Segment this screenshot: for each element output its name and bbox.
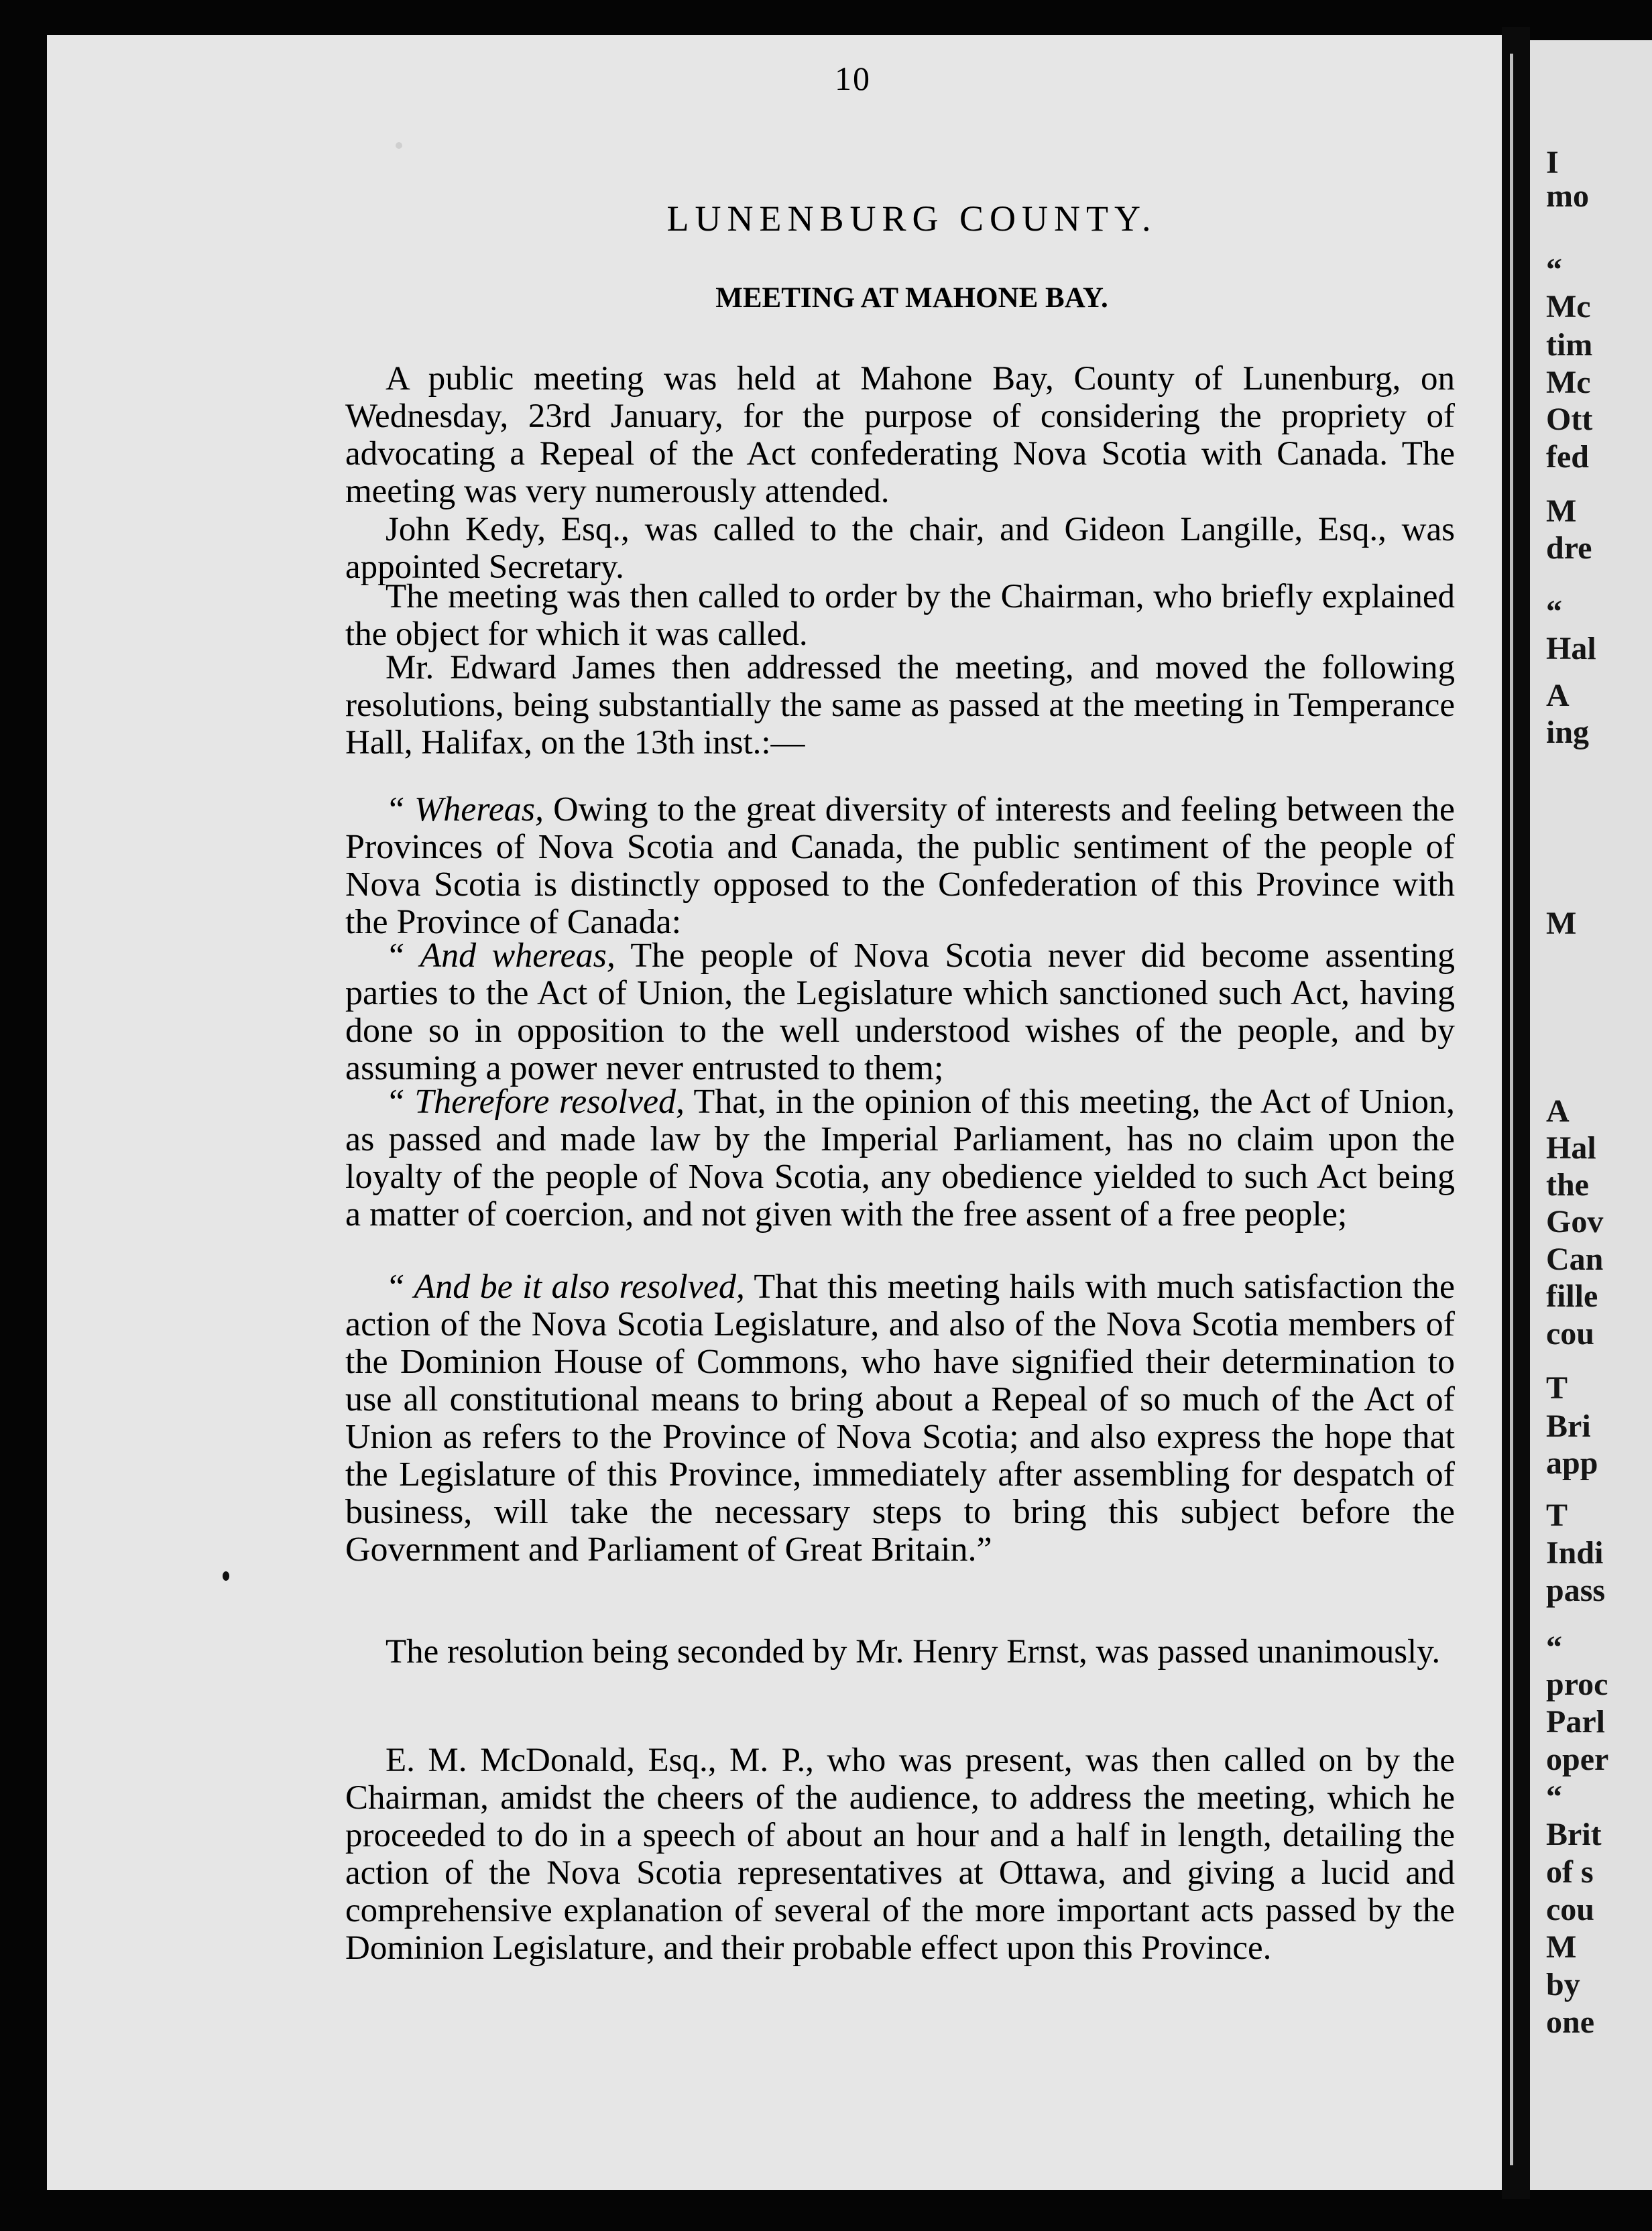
fragment: one <box>1546 2004 1594 2040</box>
fragment: fed <box>1546 439 1589 475</box>
resolution-lead: “ Whereas, <box>386 790 544 829</box>
fragment: Ott <box>1546 402 1593 437</box>
paragraph-text: E. M. McDonald, Esq., M. P., who was present, was then called on by the Chairman, amidst the cheers of the audience, to address the meeting, which he proceeded to do in a speech of about an hour and a half in length, detailing the action of the Nova Scotia representatives at Ottawa, and giving a lucid and comprehensive explanation of several of the more important acts passed by the Dominion Legislature, and their probable effect upon this Province. <box>345 1742 1455 1967</box>
fragment: Bri <box>1546 1408 1591 1444</box>
fragment: Gov <box>1546 1204 1604 1240</box>
paragraph-text: A public meeting was held at Mahone Bay, County of Lunenburg, on Wednesday, 23rd January, for the purpose of considering the propriety of advocating a Repeal of the Act confederating Nova Scotia with Canada. The meeting was very numerously attended. <box>345 360 1455 510</box>
paragraph-text: The meeting was then called to order by the Chairman, who briefly explained the object for which it was called. <box>345 578 1455 653</box>
fragment: tim <box>1546 327 1593 363</box>
fragment: fille <box>1546 1278 1598 1314</box>
paragraph-text: Mr. Edward James then addressed the meeting, and moved the following resolutions, being substantially the same as passed at the meeting in Temperance Hall, Halifax, on the 13th inst.:— <box>345 649 1455 762</box>
fragment: Can <box>1546 1242 1604 1277</box>
county-title: LUNENBURG COUNTY. <box>666 198 1157 239</box>
paragraph-text: John Kedy, Esq., was called to the chair, and Gideon Langille, Esq., was appointed Secretary. <box>345 511 1455 586</box>
show-through-text <box>315 122 1468 161</box>
meeting-title: MEETING AT MAHONE BAY. <box>715 282 1108 314</box>
paragraph-order <box>345 578 1455 653</box>
fragment: oper <box>1546 1742 1609 1777</box>
fragment: of s <box>1546 1854 1594 1890</box>
paragraph-mcdonald <box>345 1742 1455 1967</box>
fragment: M <box>1546 906 1577 941</box>
resolution-text: That, in the opinion of this meeting, the Act of Union, as passed and made law by the Imperial Parliament, has no claim upon the loyalty of the people of Nova Scotia, any obedience yielded to such Act being a matter of coercion, and not given with the free assent of a free people; <box>345 1083 1455 1233</box>
fragment: ing <box>1546 715 1590 750</box>
fragment: A <box>1546 1093 1570 1129</box>
fragment: Hal <box>1546 1130 1596 1166</box>
fragment: app <box>1546 1445 1598 1481</box>
book-spine <box>1502 27 1530 2199</box>
fragment: T <box>1546 1370 1568 1406</box>
spine-edge <box>1510 54 1513 2165</box>
fragment: the <box>1546 1167 1589 1203</box>
paragraph-chair <box>345 511 1455 586</box>
resolution-also-resolved <box>345 1268 1455 1569</box>
fragment: Parl <box>1546 1704 1605 1740</box>
paragraph-text: The resolution being seconded by Mr. Henry Ernst, was passed unanimously. <box>386 1633 1441 1671</box>
paper-speck <box>396 142 402 149</box>
resolution-therefore <box>345 1083 1455 1233</box>
fragment: T <box>1546 1498 1568 1533</box>
fragment: “ <box>1546 1779 1562 1815</box>
paragraph-motion <box>345 649 1455 762</box>
fragment: by <box>1546 1967 1580 2002</box>
fragment: M <box>1546 1929 1577 1965</box>
resolution-whereas <box>345 791 1455 941</box>
fragment: “ <box>1546 252 1562 288</box>
fragment: cou <box>1546 1892 1594 1927</box>
fragment: mo <box>1546 178 1589 214</box>
fragment: pass <box>1546 1573 1606 1608</box>
resolution-and-whereas <box>345 937 1455 1087</box>
fragment: cou <box>1546 1316 1594 1351</box>
resolution-lead: “ Therefore resolved, <box>386 1083 685 1121</box>
fragment: Hal <box>1546 631 1596 666</box>
fragment: A <box>1546 678 1570 713</box>
resolution-text: The people of Nova Scotia never did become assenting parties to the Act of Union, the Legislature which sanctioned such Act, having done so in opposition to the well understood wishes of the people, and by assuming a power never entrusted to them; <box>345 937 1455 1087</box>
fragment: Mc <box>1546 365 1591 400</box>
fragment: Indi <box>1546 1535 1604 1571</box>
page-number: 10 <box>835 60 871 97</box>
resolution-text: Owing to the great diversity of interests and feeling between the Provinces of Nova Scotia and Canada, the public sentiment of the people of Nova Scotia is distinctly opposed to the Confederation of this Province with the Province of Canada: <box>345 790 1455 941</box>
fragment: M <box>1546 493 1577 529</box>
resolution-lead: “ And be it also resolved, <box>386 1268 745 1306</box>
fragment: “ <box>1546 594 1562 629</box>
fragment: Brit <box>1546 1817 1602 1852</box>
ink-speck <box>223 1571 229 1581</box>
fragment: proc <box>1546 1667 1608 1702</box>
resolution-text: That this meeting hails with much satisfaction the action of the Nova Scotia Legislature, and also of the Nova Scotia members of the Dominion House of Commons, who have signified their determination to use all constitutional means to bring about a Repeal of so much of the Act of Union as refers to the Province of Nova Scotia; and also express the hope that the Legislature of this Province, immediately after assembling for despatch of business, will take the necessary steps to bring this subject before the Government and Parliament of Great Britain.” <box>345 1268 1456 1569</box>
paragraph-seconded <box>345 1633 1455 1671</box>
resolution-lead: “ And whereas, <box>386 937 615 975</box>
fragment: Mc <box>1546 289 1591 324</box>
paragraph-intro <box>345 360 1455 510</box>
fragment: I <box>1546 145 1559 180</box>
fragment: “ <box>1546 1630 1562 1665</box>
fragment: dre <box>1546 530 1592 566</box>
